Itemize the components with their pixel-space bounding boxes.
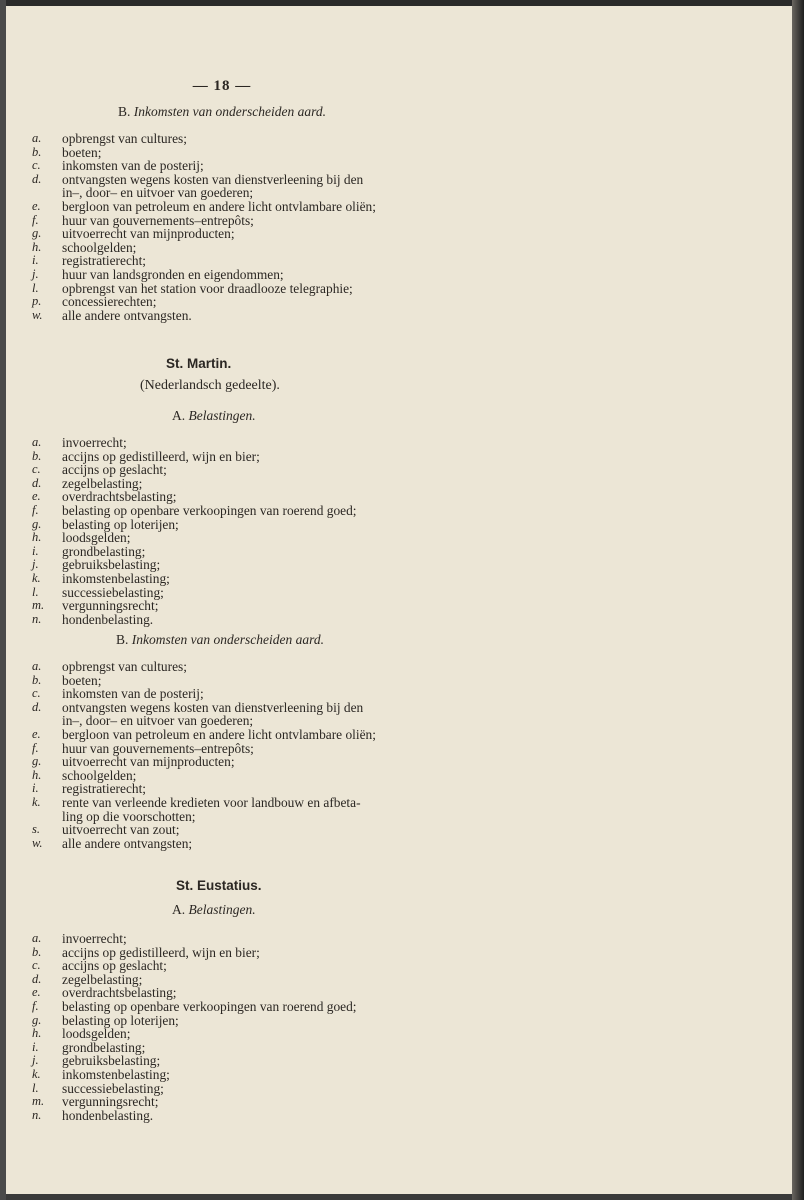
item-letter: f. [32,502,39,517]
item-text: concessierechten; [62,294,157,310]
item-letter: c. [32,958,41,973]
item-text: overdrachtsbelasting; [62,489,177,505]
item-text: registratierecht; [62,781,147,797]
list-item [32,742,376,756]
item-letter: w. [32,835,43,850]
item-text: belasting op openbare verkoopingen van roerend goed; [62,502,357,518]
heading-letter: B. [118,104,131,119]
list-item [32,1000,357,1014]
list-item [32,214,376,228]
item-letter: e. [32,726,41,741]
list-item [32,518,357,532]
item-letter: c. [32,686,41,701]
list-item [32,1082,357,1096]
list-item [32,1054,357,1068]
item-letter: d. [32,699,42,714]
item-letter: h. [32,1026,42,1041]
heading-text: Inkomsten van onderscheiden aard. [133,104,326,119]
item-list-a-st-eustatius [32,932,357,1122]
item-text: belasting op openbare verkoopingen van roerend goed; [62,998,357,1014]
item-text: hondenbelasting. [62,1107,154,1123]
list-item [32,586,357,600]
item-text: huur van landsgronden en eigendommen; [62,266,284,282]
item-letter: b. [32,944,42,959]
item-list-b-st-martin [32,660,376,850]
item-text: grondbelasting; [62,543,146,559]
item-letter: i. [32,1039,39,1054]
item-text: registratierecht; [62,253,147,269]
item-text: invoerrecht; [62,435,127,450]
item-letter: a. [32,659,42,673]
item-text: inkomstenbelasting; [62,570,170,586]
item-text: inkomsten van de posterij; [62,158,204,174]
list-item [32,1041,357,1055]
item-letter: p. [32,294,42,309]
item-letter: j. [32,557,39,572]
item-text: ontvangsten wegens kosten van dienstverleening bij den [62,171,364,187]
scan-border-right [792,0,804,1200]
list-item [32,531,357,545]
item-letter: f. [32,740,39,755]
item-text: boeten; [62,672,102,688]
heading-letter: A. [172,902,186,917]
item-letter: w. [32,307,43,322]
item-text: successiebelasting; [62,1080,164,1096]
item-text: loodsgelden; [62,530,131,546]
item-letter: j. [32,1053,39,1068]
heading-text: Belastingen. [188,408,256,423]
section-title-st-eustatius: St. Eustatius. [176,878,262,893]
item-letter: i. [32,781,39,796]
heading-text: Belastingen. [188,902,256,917]
section-heading-a-st-eustatius [172,902,256,918]
item-text: vergunningsrecht; [62,598,159,614]
item-text: uitvoerrecht van mijnproducten; [62,754,235,770]
item-text: gebruiksbelasting; [62,1053,161,1069]
list-item [32,613,357,627]
item-text: loodsgelden; [62,1026,131,1042]
section-heading-b-top [118,104,326,120]
list-item [32,572,357,586]
item-text: accijns op geslacht; [62,462,167,478]
list-item [32,674,376,688]
list-item [32,146,376,160]
list-item [32,504,357,518]
item-text: vergunningsrecht; [62,1094,159,1110]
item-text: alle andere ontvangsten. [62,307,192,323]
item-text: opbrengst van het station voor draadlooze telegraphie; [62,280,353,296]
item-letter: h. [32,239,42,254]
item-text: alle andere ontvangsten; [62,835,193,851]
list-item [32,986,357,1000]
item-continuation: in–, door– en uitvoer van goederen; [62,185,254,201]
item-letter: h. [32,530,42,545]
list-item [32,701,376,728]
section-subtitle-st-martin: (Nederlandsch gedeelte). [140,378,280,393]
item-text: gebruiksbelasting; [62,557,161,573]
list-item [32,599,357,613]
item-text: rente van verleende kredieten voor landbouw en afbeta- [62,794,361,810]
list-item [32,782,376,796]
item-letter: l. [32,280,39,295]
item-letter: d. [32,475,42,490]
item-letter: h. [32,767,42,782]
list-item [32,282,376,296]
item-letter: e. [32,985,41,1000]
item-letter: k. [32,794,41,809]
item-letter: a. [32,435,42,449]
item-text: huur van gouvernements–entrepôts; [62,740,254,756]
item-list-b-top [32,132,376,322]
item-letter: b. [32,144,42,159]
list-item [32,295,376,309]
list-item [32,173,376,200]
list-item [32,660,376,674]
item-text: belasting op loterijen; [62,1012,179,1028]
item-letter: i. [32,543,39,558]
item-text: opbrengst van cultures; [62,131,187,146]
item-text: accijns op gedistilleerd, wijn en bier; [62,944,260,960]
item-text: ontvangsten wegens kosten van dienstverleening bij den [62,699,364,715]
item-text: inkomsten van de posterij; [62,686,204,702]
item-text: successiebelasting; [62,584,164,600]
list-item [32,159,376,173]
item-letter: e. [32,489,41,504]
list-item [32,490,357,504]
list-item [32,254,376,268]
section-heading-a-st-martin [172,408,256,424]
list-item [32,463,357,477]
document-page [6,6,792,1194]
list-item [32,769,376,783]
item-text: hondenbelasting. [62,611,154,627]
item-text: accijns op gedistilleerd, wijn en bier; [62,448,260,464]
item-letter: n. [32,1107,42,1122]
item-letter: k. [32,570,41,585]
section-heading-b-st-martin [116,632,324,648]
item-text: schoolgelden; [62,239,137,255]
item-letter: d. [32,171,42,186]
item-text: bergloon van petroleum en andere licht ontvlambare oliën; [62,726,376,742]
heading-text: Inkomsten van onderscheiden aard. [131,632,324,647]
page-number: — 18 — [192,78,252,94]
list-item [32,450,357,464]
list-item [32,959,357,973]
item-letter: c. [32,462,41,477]
item-letter: k. [32,1066,41,1081]
list-item [32,728,376,742]
item-letter: c. [32,158,41,173]
section-title-st-martin: St. Martin. [166,356,232,371]
list-item [32,823,376,837]
item-letter: a. [32,131,42,145]
item-letter: e. [32,198,41,213]
list-item [32,132,376,146]
item-letter: n. [32,611,42,626]
item-text: belasting op loterijen; [62,516,179,532]
list-item [32,268,376,282]
item-text: uitvoerrecht van mijnproducten; [62,226,235,242]
item-letter: f. [32,998,39,1013]
item-text: zegelbelasting; [62,971,143,987]
item-letter: a. [32,931,42,945]
item-letter: l. [32,1080,39,1095]
item-letter: i. [32,253,39,268]
list-item [32,545,357,559]
item-letter: g. [32,516,42,531]
item-letter: m. [32,1094,45,1109]
item-text: grondbelasting; [62,1039,146,1055]
item-letter: f. [32,212,39,227]
list-item [32,932,357,946]
item-text: invoerrecht; [62,931,127,946]
item-letter: g. [32,1012,42,1027]
item-text: schoolgelden; [62,767,137,783]
item-text: boeten; [62,144,102,160]
item-continuation: in–, door– en uitvoer van goederen; [62,713,254,729]
list-item [32,1109,357,1123]
list-item [32,755,376,769]
item-letter: m. [32,598,45,613]
item-text: uitvoerrecht van zout; [62,822,180,838]
list-item [32,837,376,851]
item-text: accijns op geslacht; [62,958,167,974]
item-letter: b. [32,672,42,687]
list-item [32,1095,357,1109]
item-letter: b. [32,448,42,463]
list-item [32,1068,357,1082]
item-continuation: ling op die voorschotten; [62,808,196,824]
item-letter: s. [32,822,40,837]
item-letter: g. [32,754,42,769]
list-item [32,796,376,823]
item-letter: j. [32,266,39,281]
item-text: opbrengst van cultures; [62,659,187,674]
list-item [32,436,357,450]
list-item [32,1014,357,1028]
item-text: inkomstenbelasting; [62,1066,170,1082]
list-item [32,687,376,701]
item-letter: l. [32,584,39,599]
item-text: bergloon van petroleum en andere licht ontvlambare oliën; [62,198,376,214]
heading-letter: B. [116,632,129,647]
list-item [32,227,376,241]
item-text: huur van gouvernements–entrepôts; [62,212,254,228]
list-item [32,477,357,491]
heading-letter: A. [172,408,186,423]
list-item [32,309,376,323]
item-list-a-st-martin [32,436,357,626]
list-item [32,200,376,214]
list-item [32,241,376,255]
item-text: zegelbelasting; [62,475,143,491]
item-letter: g. [32,226,42,241]
list-item [32,946,357,960]
list-item [32,558,357,572]
item-letter: d. [32,971,42,986]
list-item [32,973,357,987]
list-item [32,1027,357,1041]
item-text: overdrachtsbelasting; [62,985,177,1001]
